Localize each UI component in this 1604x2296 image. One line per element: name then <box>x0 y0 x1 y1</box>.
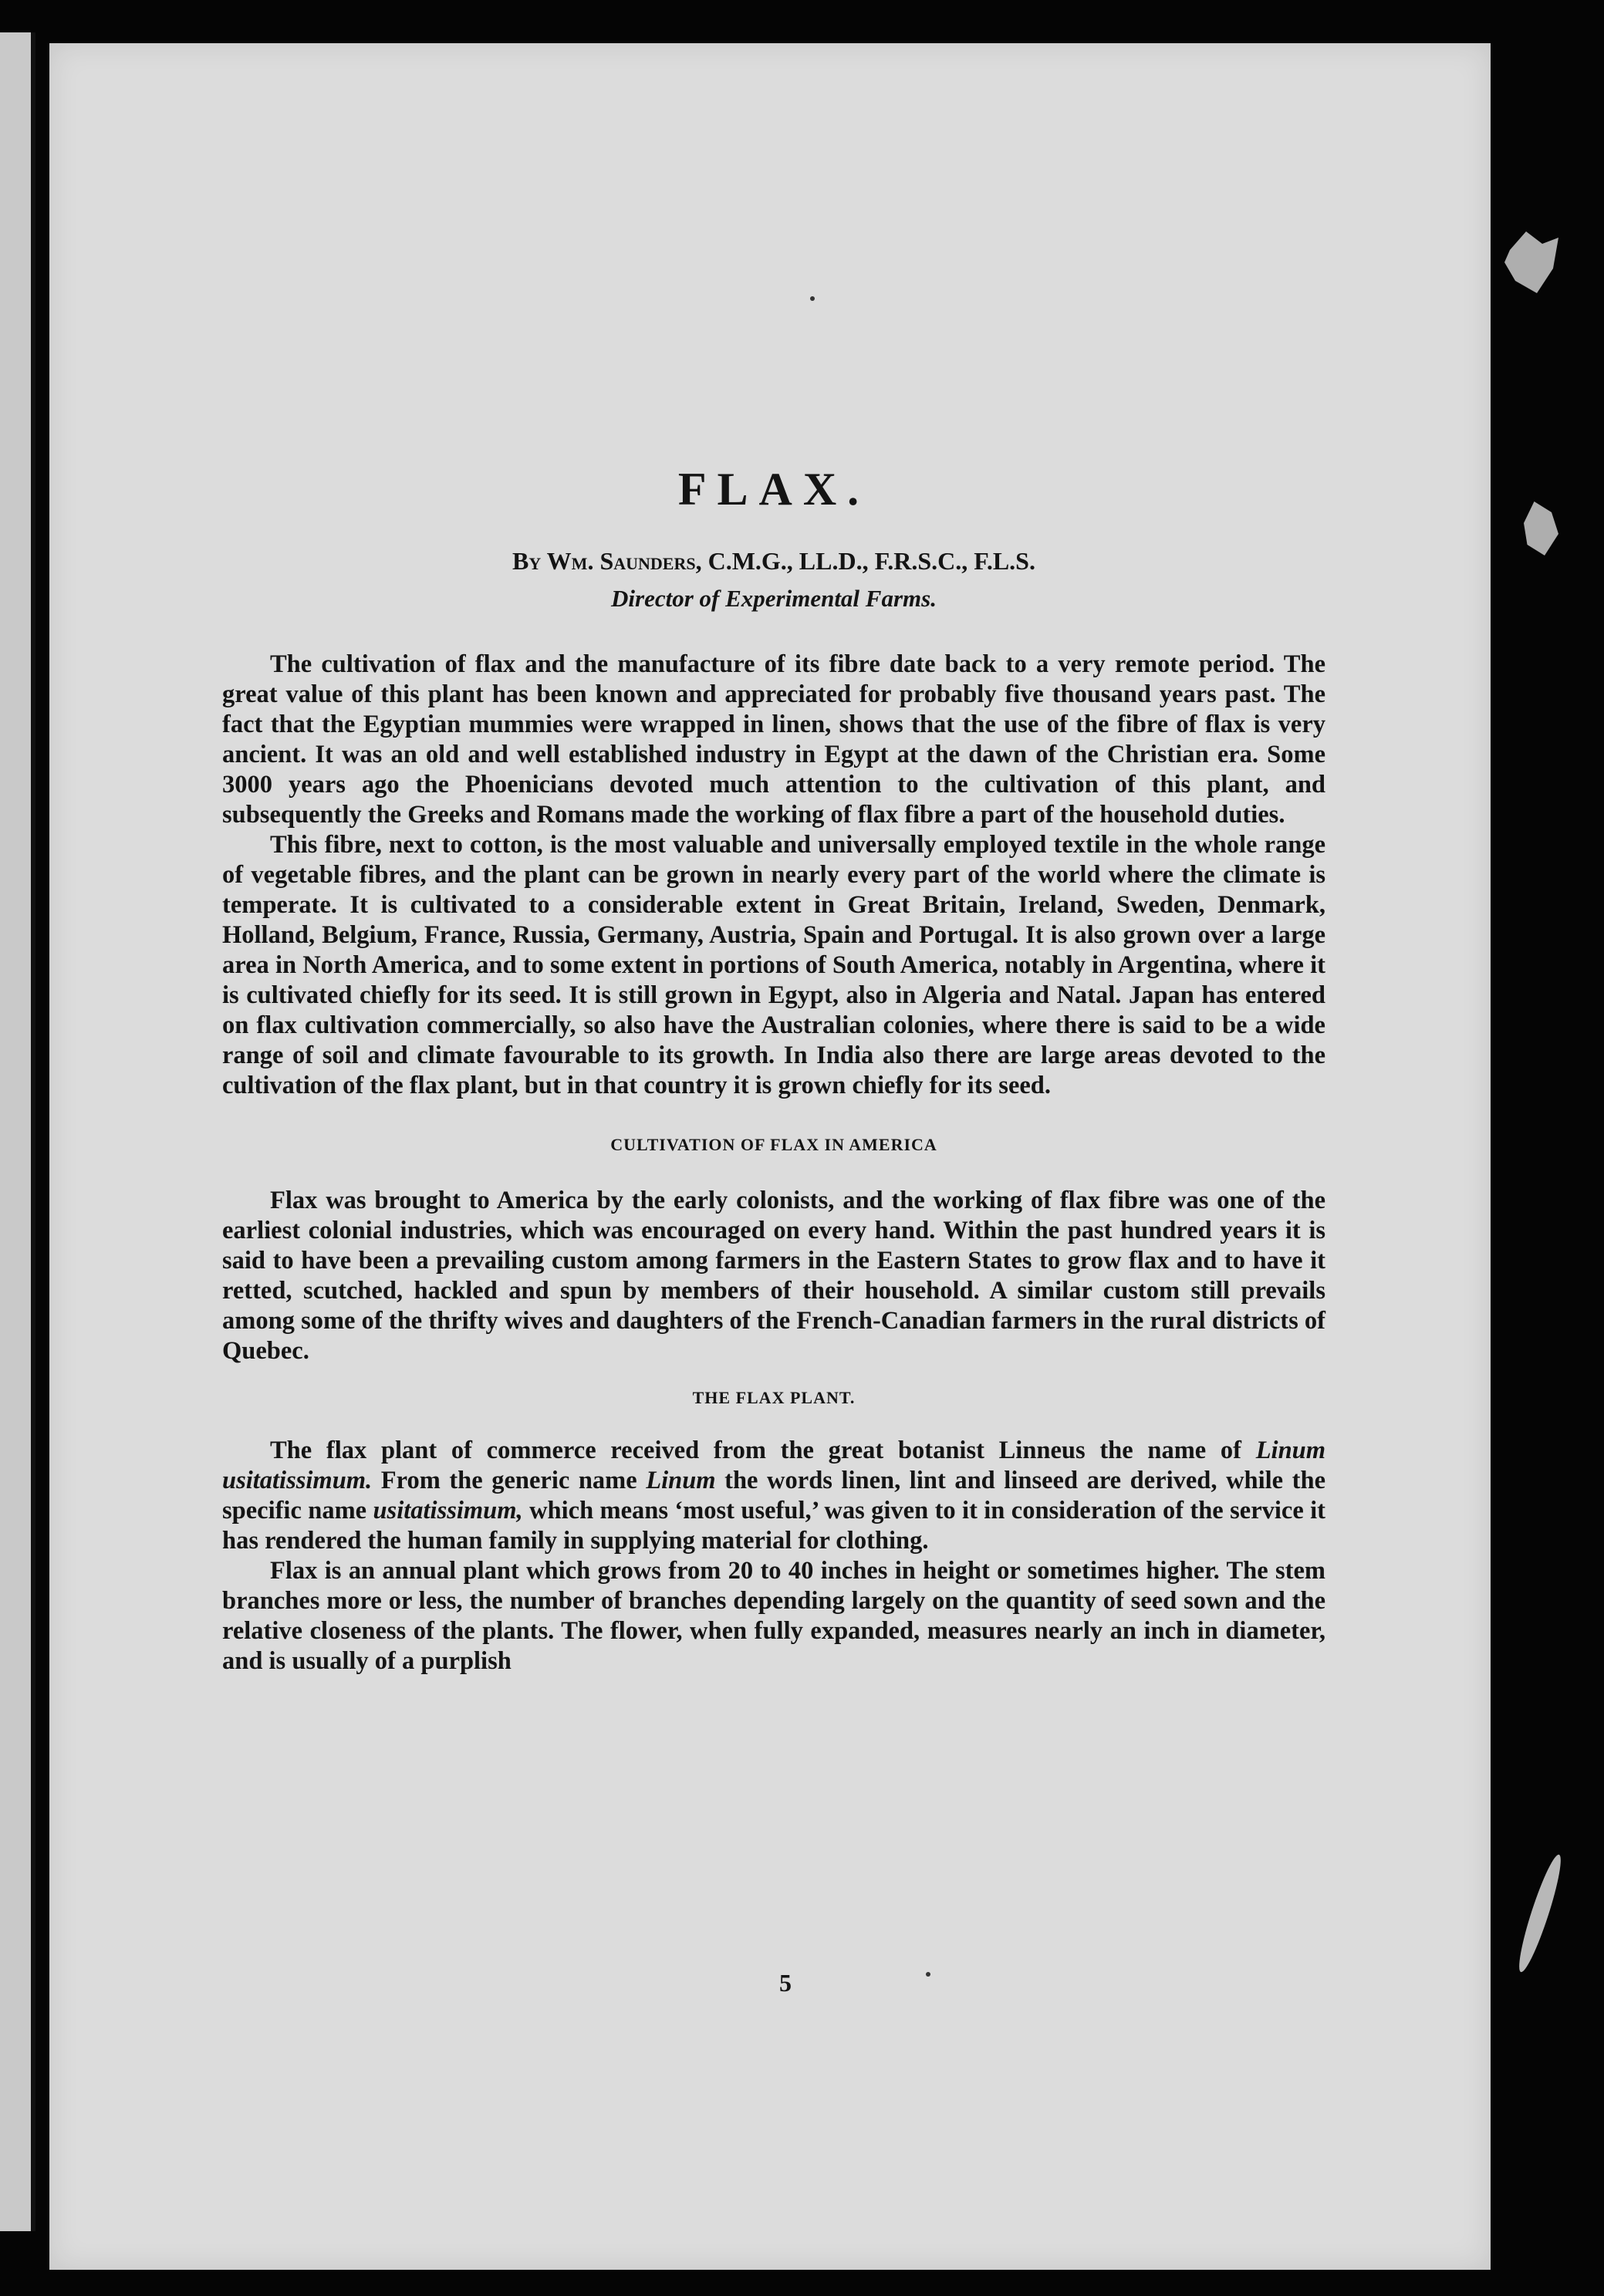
text-run: From the generic name <box>372 1467 647 1494</box>
body-paragraph: Flax was brought to America by the early colonists, and the working of flax fibre was one of the earliest colonial industries, which was encouraged on every hand. Within the past hundred years it is said to have been a prevailing custom among farmers in the Eastern States to grow flax and to have it retted, scutched, hackled and spun by members of their household. A similar custom still prevails among some of the thrifty wives and daughters of the French-Canadian farmers in the rural districts of Quebec. <box>222 1187 1325 1365</box>
italic-term: Linum usitatissimum. <box>222 1437 1325 1494</box>
paper-fragment <box>1513 1852 1567 1975</box>
print-speck <box>810 296 815 301</box>
paper-fragment <box>1504 231 1558 293</box>
body-paragraph: The cultivation of flax and the manufacture of its fibre date back to a very remote period. The great value of this plant has been known and appreciated for probably five thousand years past. The fact that the Egyptian mummies were wrapped in linen, shows that the use of the fibre of flax is very ancient. It was an old and well established industry in Egypt at the dawn of the Christian era. Some 3000 years ago the Phoenicians devoted much attention to the cultivation of this plant, and subsequently the Greeks and Romans made the working of flax fibre a part of the household duties. <box>222 650 1325 829</box>
author-byline: By Wm. Saunders, C.M.G., LL.D., F.R.S.C., F.L.S. <box>512 547 1035 575</box>
text-run: which means ‘most useful,’ was given to it in consideration of the service it has rendered the human family in supplying material for clothing. <box>222 1497 1325 1555</box>
section-heading: CULTIVATION OF FLAX IN AMERICA <box>610 1135 937 1154</box>
body-paragraph <box>222 1436 1325 1556</box>
print-speck <box>926 1972 930 1977</box>
text-run: The flax plant of commerce received from the great botanist Linneus the name of <box>270 1437 1256 1464</box>
page-title: FLAX. <box>677 464 870 515</box>
page-number: 5 <box>779 1969 792 1997</box>
body-paragraph: This fibre, next to cotton, is the most valuable and universally employed textile in the whole range of vegetable fibres, and the plant can be grown in nearly every part of the world where the climate is temperate. It is cultivated to a considerable extent in Great Britain, Ireland, Sweden, Denmark, Holland, Belgium, France, Russia, Germany, Austria, Spain and Portugal. It is also grown over a large area in North America, and to some extent in portions of South America, notably in Argentina, where it is cultivated chiefly for its seed. It is still grown in Egypt, also in Algeria and Natal. Japan has entered on flax cultivation commercially, so also have the Australian colonies, where there is said to be a wide range of soil and climate favourable to its growth. In India also there are large areas devoted to the cultivation of the flax plant, but in that country it is grown chiefly for its seed. <box>222 831 1325 1099</box>
italic-term: usitatissimum, <box>373 1497 523 1524</box>
section-heading: THE FLAX PLANT. <box>692 1388 856 1407</box>
body-paragraph: Flax is an annual plant which grows from 20 to 40 inches in height or sometimes higher. The stem branches more or less, the number of branches depending largely on the quantity of seed sown and the relative closeness of the plants. The flower, when fully expanded, measures nearly an inch in diameter, and is usually of a purplish <box>222 1557 1325 1675</box>
adjacent-page-edge <box>0 32 35 2231</box>
article <box>222 463 1325 1676</box>
text-run: the words linen, lint and linseed are derived, while the specific name <box>222 1467 1325 1524</box>
paper-fragment <box>1524 501 1558 555</box>
author-role: Director of Experimental Farms. <box>611 585 937 612</box>
italic-term: Linum <box>646 1467 716 1494</box>
